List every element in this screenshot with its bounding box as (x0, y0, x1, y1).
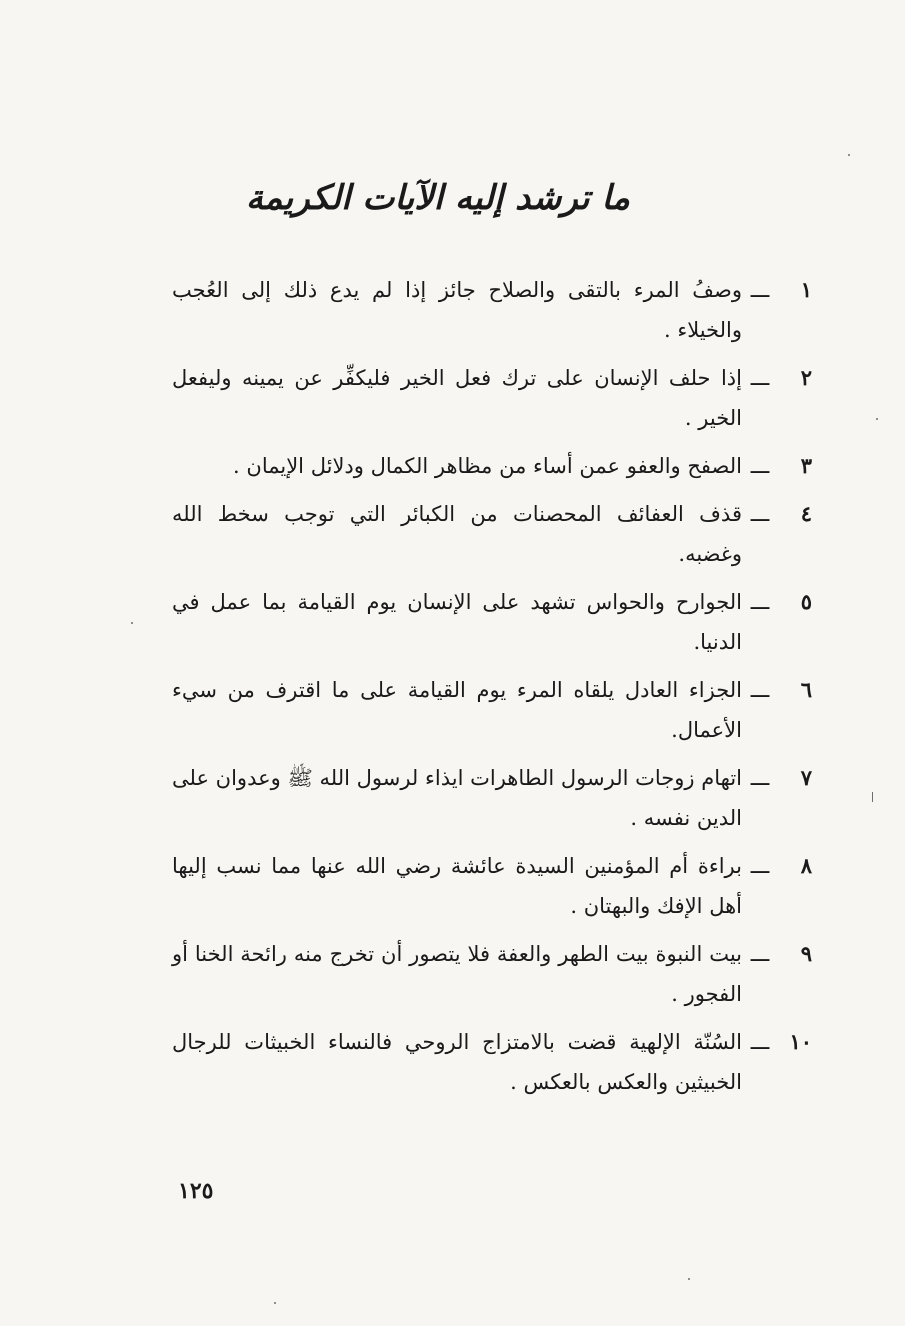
paper-speck (876, 418, 878, 420)
lessons-list (172, 270, 812, 1110)
item-text: الجوارح والحواس تشهد على الإنسان يوم القيامة بما عمل في الدنيا. (172, 590, 742, 654)
list-item (172, 934, 812, 1014)
item-number: ١ (800, 277, 812, 302)
paper-speck (872, 792, 873, 802)
list-item (172, 358, 812, 438)
item-number: ٩ (800, 941, 812, 966)
item-number: ٦ (800, 677, 812, 702)
item-text: بيت النبوة بيت الطهر والعفة فلا يتصور أن تخرج منه رائحة الخنا أو الفجور . (172, 942, 742, 1006)
item-text: وصفُ المرء بالتقى والصلاح جائز إذا لم يدع ذلك إلى العُجب والخيلاء . (172, 278, 742, 342)
item-number: ٧ (800, 765, 812, 790)
list-item (172, 494, 812, 574)
list-item (172, 758, 812, 838)
item-dash: ـــ (750, 366, 770, 390)
item-text: براءة أم المؤمنين السيدة عائشة رضي الله عنها مما نسب إليها أهل الإفك والبهتان . (172, 854, 742, 918)
paper-speck (131, 622, 133, 624)
item-number: ٤ (800, 501, 812, 526)
paper-speck (848, 154, 850, 156)
paper-speck (688, 1278, 690, 1280)
item-dash: ـــ (750, 678, 770, 702)
item-dash: ـــ (750, 942, 770, 966)
item-dash: ـــ (750, 590, 770, 614)
item-number: ٥ (800, 589, 812, 614)
item-text: إذا حلف الإنسان على ترك فعل الخير فليكفِّر عن يمينه وليفعل الخير . (172, 366, 742, 430)
item-text: قذف العفائف المحصنات من الكبائر التي توجب سخط الله وغضبه. (172, 502, 742, 566)
list-item (172, 846, 812, 926)
item-dash: ـــ (750, 502, 770, 526)
item-dash: ـــ (750, 854, 770, 878)
item-dash: ـــ (750, 766, 770, 790)
item-number: ٢ (800, 365, 812, 390)
item-dash: ـــ (750, 1030, 770, 1054)
item-number: ٨ (800, 853, 812, 878)
list-item (172, 270, 812, 350)
list-item (172, 582, 812, 662)
item-text: الجزاء العادل يلقاه المرء يوم القيامة على ما اقترف من سيء الأعمال. (172, 678, 742, 742)
list-item (172, 1022, 812, 1102)
item-dash: ـــ (750, 278, 770, 302)
item-text: الصفح والعفو عمن أساء من مظاهر الكمال ودلائل الإيمان . (233, 454, 742, 478)
list-item (172, 670, 812, 750)
item-text: اتهام زوجات الرسول الطاهرات ايذاء لرسول الله ﷺ وعدوان على الدين نفسه . (172, 766, 742, 830)
page-title: ما ترشد إليه الآيات الكريمة (245, 178, 630, 218)
item-text: السُنّة الإلهية قضت بالامتزاج الروحي فالنساء الخبيثات للرجال الخبيثين والعكس بالعكس . (172, 1030, 742, 1094)
list-item (172, 446, 812, 486)
item-number: ٣ (800, 453, 812, 478)
page-number: ١٢٥ (178, 1178, 214, 1204)
paper-speck (274, 1302, 276, 1304)
item-dash: ـــ (750, 454, 770, 478)
item-number: ١٠ (789, 1029, 812, 1054)
